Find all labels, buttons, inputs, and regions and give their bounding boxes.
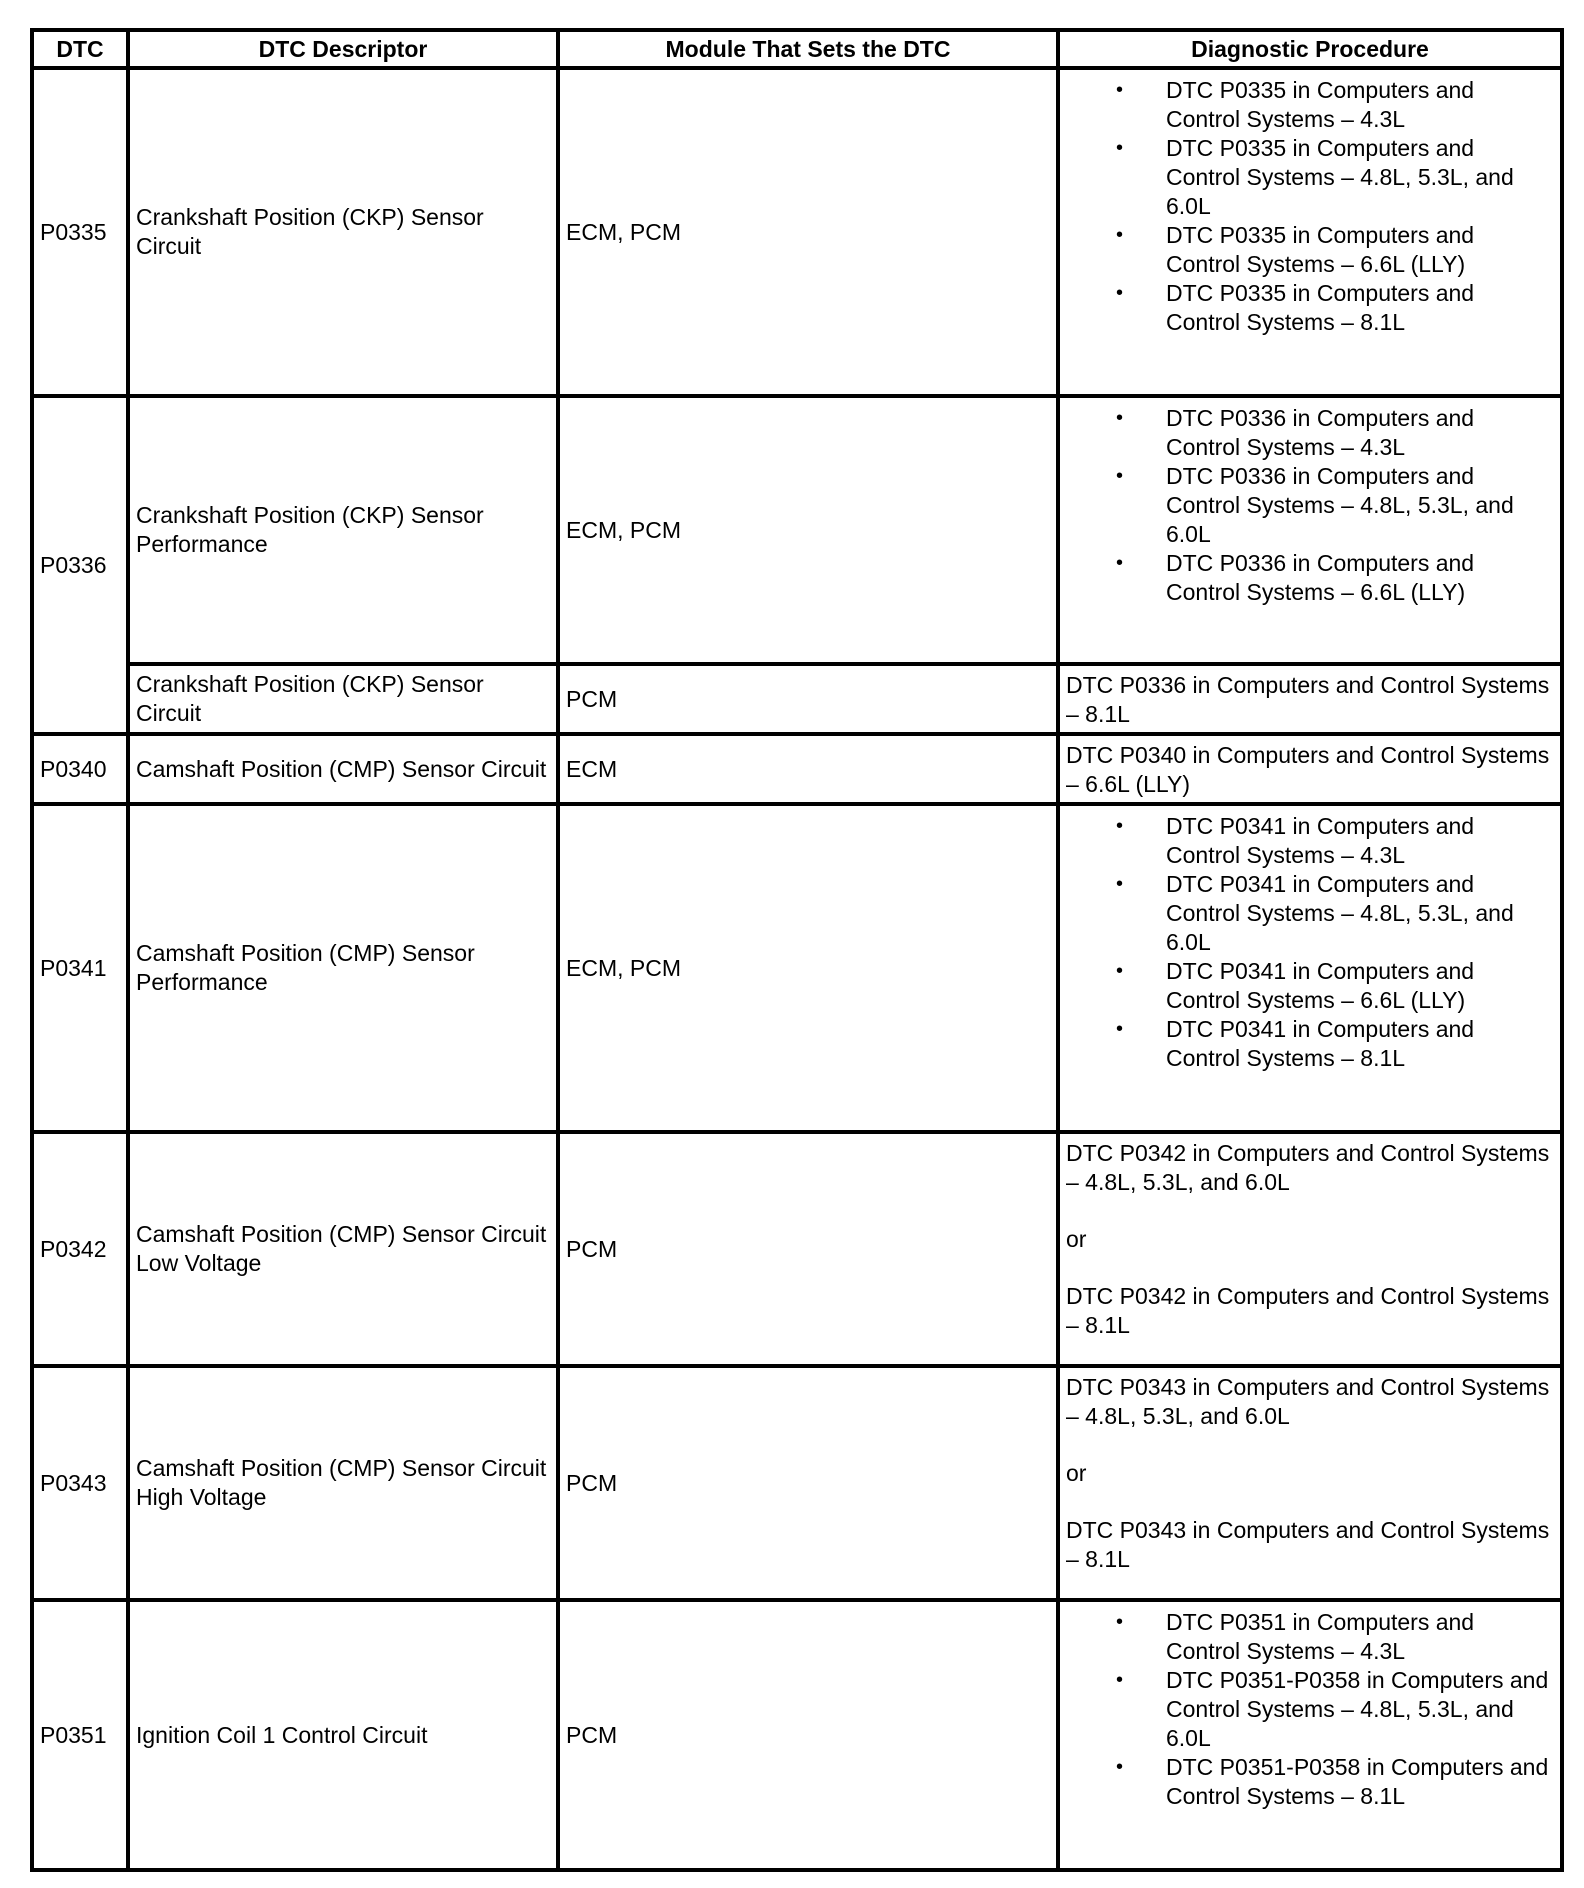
dtc-descriptor: Crankshaft Position (CKP) Sensor Performance (128, 396, 558, 664)
bullet-icon: • (1116, 1611, 1124, 1633)
procedure-link[interactable]: DTC P0342 in Computers and Control Systems – 8.1L (1066, 1283, 1550, 1338)
table-row (32, 664, 1562, 734)
procedure-item[interactable]: • DTC P0351 in Computers and Control Systems – 4.3L (1116, 1609, 1475, 1664)
bullet-icon: • (1116, 224, 1124, 246)
diagnostic-procedure[interactable]: DTC P0340 in Computers and Control Systems – 6.6L (LLY) (1058, 734, 1562, 804)
header-descriptor: DTC Descriptor (128, 30, 558, 68)
bullet-icon: • (1116, 282, 1124, 304)
procedure-item[interactable]: • DTC P0341 in Computers and Control Systems – 8.1L (1116, 1016, 1475, 1071)
bullet-icon: • (1116, 960, 1124, 982)
table-row (32, 1132, 1562, 1366)
dtc-descriptor: Crankshaft Position (CKP) Sensor Circuit (128, 664, 558, 734)
procedure-item[interactable]: • DTC P0336 in Computers and Control Systems – 6.6L (LLY) (1116, 550, 1475, 605)
or-separator: or (1066, 1226, 1087, 1252)
dtc-module: PCM (558, 1132, 1058, 1366)
dtc-code: P0343 (32, 1366, 128, 1600)
table-row (32, 68, 1562, 396)
dtc-descriptor: Camshaft Position (CMP) Sensor Circuit Low Voltage (128, 1132, 558, 1366)
header-module: Module That Sets the DTC (558, 30, 1058, 68)
procedure-link[interactable]: DTC P0342 in Computers and Control Systems – 4.8L, 5.3L, and 6.0L (1066, 1140, 1550, 1195)
diagnostic-procedure[interactable]: DTC P0336 in Computers and Control Systems – 8.1L (1058, 664, 1562, 734)
dtc-code: P0340 (32, 734, 128, 804)
dtc-code: P0335 (32, 68, 128, 396)
dtc-module: ECM, PCM (558, 804, 1058, 1132)
dtc-code: P0341 (32, 804, 128, 1132)
dtc-module: ECM, PCM (558, 396, 1058, 664)
bullet-icon: • (1116, 873, 1124, 895)
table-row (32, 1600, 1562, 1870)
dtc-module: PCM (558, 1366, 1058, 1600)
dtc-table (30, 28, 1564, 1872)
dtc-code: P0342 (32, 1132, 128, 1366)
procedure-item[interactable]: • DTC P0341 in Computers and Control Systems – 4.8L, 5.3L, and 6.0L (1116, 871, 1514, 955)
procedure-item[interactable]: • DTC P0341 in Computers and Control Systems – 4.3L (1116, 813, 1475, 868)
bullet-icon: • (1116, 1018, 1124, 1040)
procedure-item[interactable]: • DTC P0335 in Computers and Control Systems – 8.1L (1116, 280, 1475, 335)
procedure-item[interactable]: • DTC P0351-P0358 in Computers and Control Systems – 4.8L, 5.3L, and 6.0L (1116, 1667, 1549, 1751)
procedure-item[interactable]: • DTC P0336 in Computers and Control Systems – 4.8L, 5.3L, and 6.0L (1116, 463, 1514, 547)
procedure-link[interactable]: DTC P0343 in Computers and Control Systems – 8.1L (1066, 1517, 1550, 1572)
dtc-descriptor: Camshaft Position (CMP) Sensor Performance (128, 804, 558, 1132)
procedure-item[interactable]: • DTC P0351-P0358 in Computers and Control Systems – 8.1L (1116, 1754, 1549, 1809)
diagnostic-procedure (1058, 68, 1562, 396)
procedure-item[interactable]: • DTC P0336 in Computers and Control Systems – 4.3L (1116, 405, 1475, 460)
diagnostic-procedure (1058, 396, 1562, 664)
table-row (32, 734, 1562, 804)
dtc-module: PCM (558, 1600, 1058, 1870)
bullet-icon: • (1116, 79, 1124, 101)
procedure-list (1066, 76, 1554, 337)
diagnostic-procedure (1058, 1132, 1562, 1366)
bullet-icon: • (1116, 465, 1124, 487)
dtc-module: PCM (558, 664, 1058, 734)
dtc-descriptor: Camshaft Position (CMP) Sensor Circuit High Voltage (128, 1366, 558, 1600)
dtc-code: P0351 (32, 1600, 128, 1870)
diagnostic-procedure (1058, 804, 1562, 1132)
procedure-item[interactable]: • DTC P0335 in Computers and Control Systems – 4.3L (1116, 77, 1475, 132)
diagnostic-procedure (1058, 1600, 1562, 1870)
procedure-item[interactable]: • DTC P0335 in Computers and Control Systems – 4.8L, 5.3L, and 6.0L (1116, 135, 1514, 219)
procedure-item[interactable]: • DTC P0341 in Computers and Control Systems – 6.6L (LLY) (1116, 958, 1475, 1013)
table-row (32, 804, 1562, 1132)
or-separator: or (1066, 1460, 1087, 1486)
procedure-list (1066, 1608, 1554, 1811)
bullet-icon: • (1116, 137, 1124, 159)
procedure-list (1066, 404, 1554, 607)
bullet-icon: • (1116, 815, 1124, 837)
table-row (32, 396, 1562, 664)
bullet-icon: • (1116, 1756, 1124, 1778)
bullet-icon: • (1116, 1669, 1124, 1691)
dtc-descriptor: Ignition Coil 1 Control Circuit (128, 1600, 558, 1870)
header-procedure: Diagnostic Procedure (1058, 30, 1562, 68)
dtc-module: ECM, PCM (558, 68, 1058, 396)
dtc-module: ECM (558, 734, 1058, 804)
header-row (32, 30, 1562, 68)
dtc-descriptor: Crankshaft Position (CKP) Sensor Circuit (128, 68, 558, 396)
header-dtc: DTC (32, 30, 128, 68)
procedure-item[interactable]: • DTC P0335 in Computers and Control Systems – 6.6L (LLY) (1116, 222, 1475, 277)
procedure-list (1066, 812, 1554, 1073)
dtc-code: P0336 (32, 396, 128, 734)
bullet-icon: • (1116, 552, 1124, 574)
diagnostic-procedure (1058, 1366, 1562, 1600)
bullet-icon: • (1116, 407, 1124, 429)
table-row (32, 1366, 1562, 1600)
dtc-descriptor: Camshaft Position (CMP) Sensor Circuit (128, 734, 558, 804)
procedure-link[interactable]: DTC P0343 in Computers and Control Systems – 4.8L, 5.3L, and 6.0L (1066, 1374, 1550, 1429)
